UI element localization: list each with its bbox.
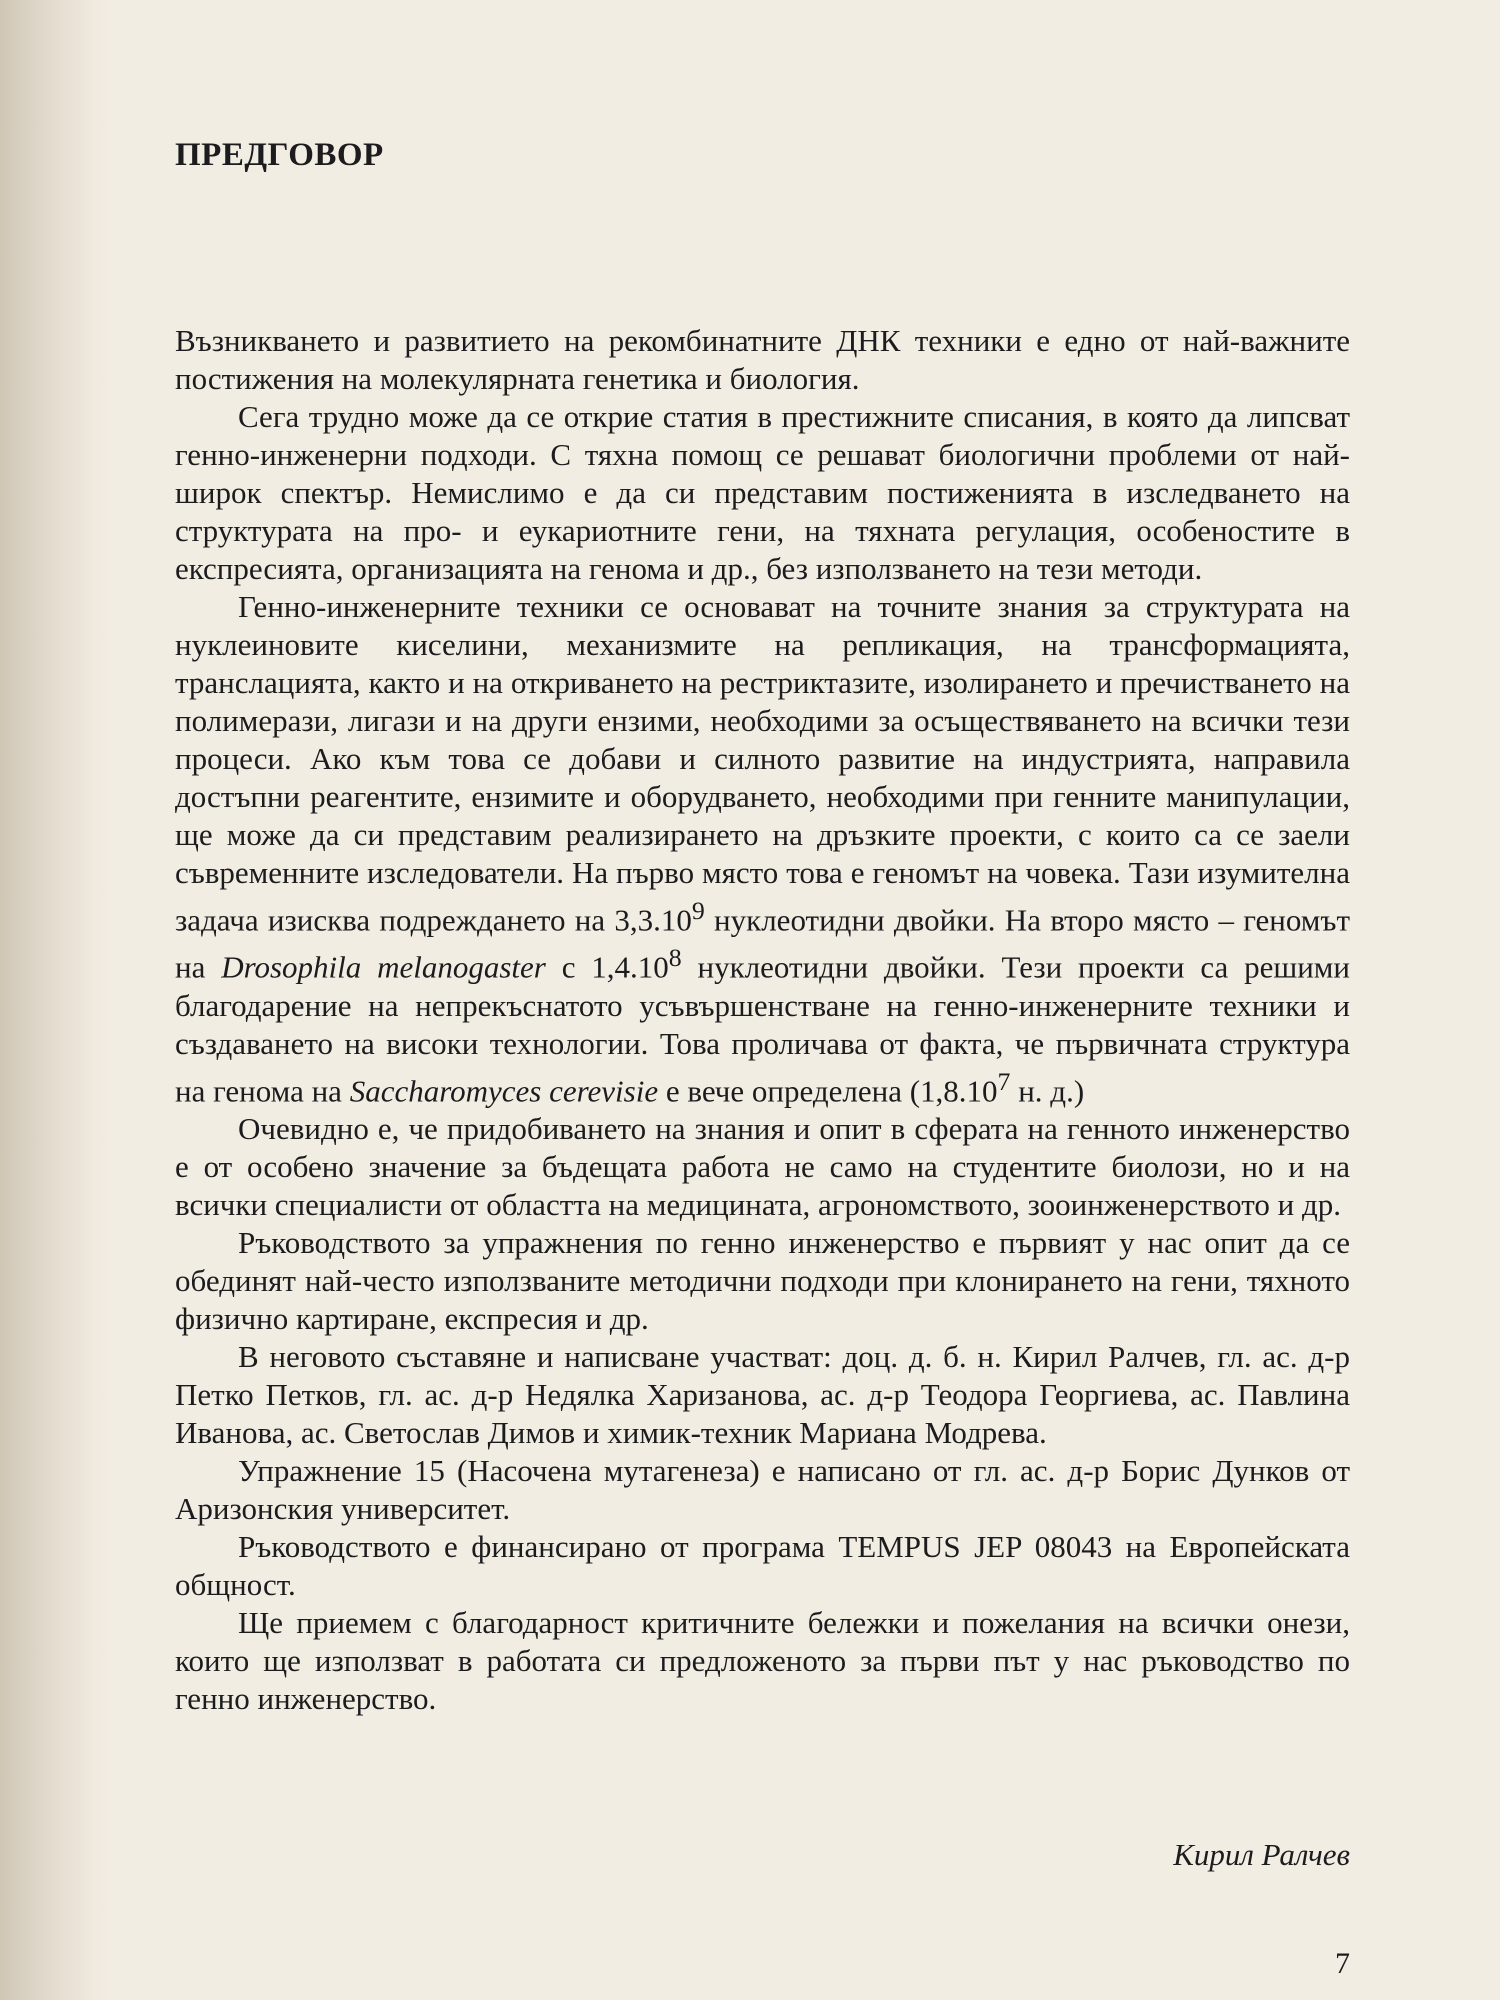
paragraph-9: Ще приемем с благодарност критичните бележки и пожелания на всички онези, които ще използват в работата си предложеното за първи път у нас ръководство по генно инженерство. xyxy=(175,1604,1350,1716)
species-name-drosophila: Drosophila melanogaster xyxy=(221,949,546,985)
paragraph-8: Ръководството е финансирано от програма TEMPUS JEP 08043 на Европейската общност. xyxy=(175,1528,1350,1602)
paragraph-3-part-b: нуклеотидни двойки. На второ място – геномът на xyxy=(175,902,1350,985)
paragraph-5: Ръководството за упражнения по генно инженерство е първият у нас опит да се обединят най-често използваните методични подходи при клонирането на гени, тяхното физично картиране, експресия и др. xyxy=(175,1224,1350,1336)
paragraph-4: Очевидно е, че придобиването на знания и опит в сферата на генното инженерство е от особено значение за бъдещата работа не само на студентите биолози, но и на всички специалисти от областта на медицината, агрономството, зооинженерството и др. xyxy=(175,1110,1350,1222)
book-gutter-shadow xyxy=(0,0,110,2000)
paragraph-2: Сега трудно може да се открие статия в престижните списания, в която да липсват генно-инженерни подходи. С тяхна помощ се решават биологични проблеми от най-широк спектър. Немислимо е да си представим постиженията в изследването на структурата на про- и еукариотните гени, на тяхната регулация, особеностите в експресията, организацията на генома и др., без използването на тези методи. xyxy=(175,399,1350,586)
species-name-saccharomyces: Saccharomyces cerevisie xyxy=(349,1072,659,1108)
superscript-exponent-3: 7 xyxy=(997,1066,1011,1096)
preface-body xyxy=(175,322,1350,1718)
paragraph-3-part-d: нуклеотидни двойки. Тези проекти са решими благодарение на непрекъснатото усъвършенстване на генно-инженерните техники и създаването на високи технологии. Това проличава от факта, че първичната структура на генома на xyxy=(175,949,1350,1108)
superscript-exponent-2: 8 xyxy=(668,943,682,973)
page-title: ПРЕДГОВОР xyxy=(175,137,384,173)
paragraph-3-part-a: Генно-инженерните техники се основават на точните знания за структурата на нуклеиновите киселини, механизмите на репликация, на трансформацията, транслацията, както и на откриването на рестриктазите, изолирането и пречистването на полимерази, лигази и на други ензими, необходими за осъществяването на всички тези процеси. Ако към това се добави и силното развитие на индустрията, направила достъпни реагентите, ензимите и оборудването, необходими при генните манипулации, ще може да си представим реализирането на дръзките проекти, с които са се заели съвременните изследователи. На първо място това е геномът на човека. Тази изумителна задача изисква подреждането на 3,3.10 xyxy=(175,589,1350,938)
paragraph-7: Упражнение 15 (Насочена мутагенеза) е написано от гл. ас. д-р Борис Дунков от Аризонския университет. xyxy=(175,1452,1350,1526)
paragraph-3-part-c: с 1,4.10 xyxy=(545,949,669,985)
author-signature: Кирил Ралчев xyxy=(1173,1837,1350,1872)
paragraph-3-part-f: н. д.) xyxy=(1010,1072,1085,1108)
superscript-exponent-1: 9 xyxy=(691,896,705,925)
paragraph-3 xyxy=(175,588,1350,1110)
page-number: 7 xyxy=(1335,1947,1350,1980)
paragraph-3-part-e: е вече определена (1,8.10 xyxy=(658,1072,998,1108)
paragraph-1: Възникването и развитието на рекомбинатните ДНК техники е едно от най-важните постижения на молекулярната генетика и биология. xyxy=(175,323,1350,396)
book-page xyxy=(175,0,1350,2000)
paragraph-6: В неговото съставяне и написване участват: доц. д. б. н. Кирил Ралчев, гл. ас. д-р Петко Петков, гл. ас. д-р Недялка Харизанова, ас. д-р Теодора Георгиева, ас. Павлина Иванова, ас. Светослав Димов и химик-техник Мариана Модрева. xyxy=(175,1338,1350,1450)
